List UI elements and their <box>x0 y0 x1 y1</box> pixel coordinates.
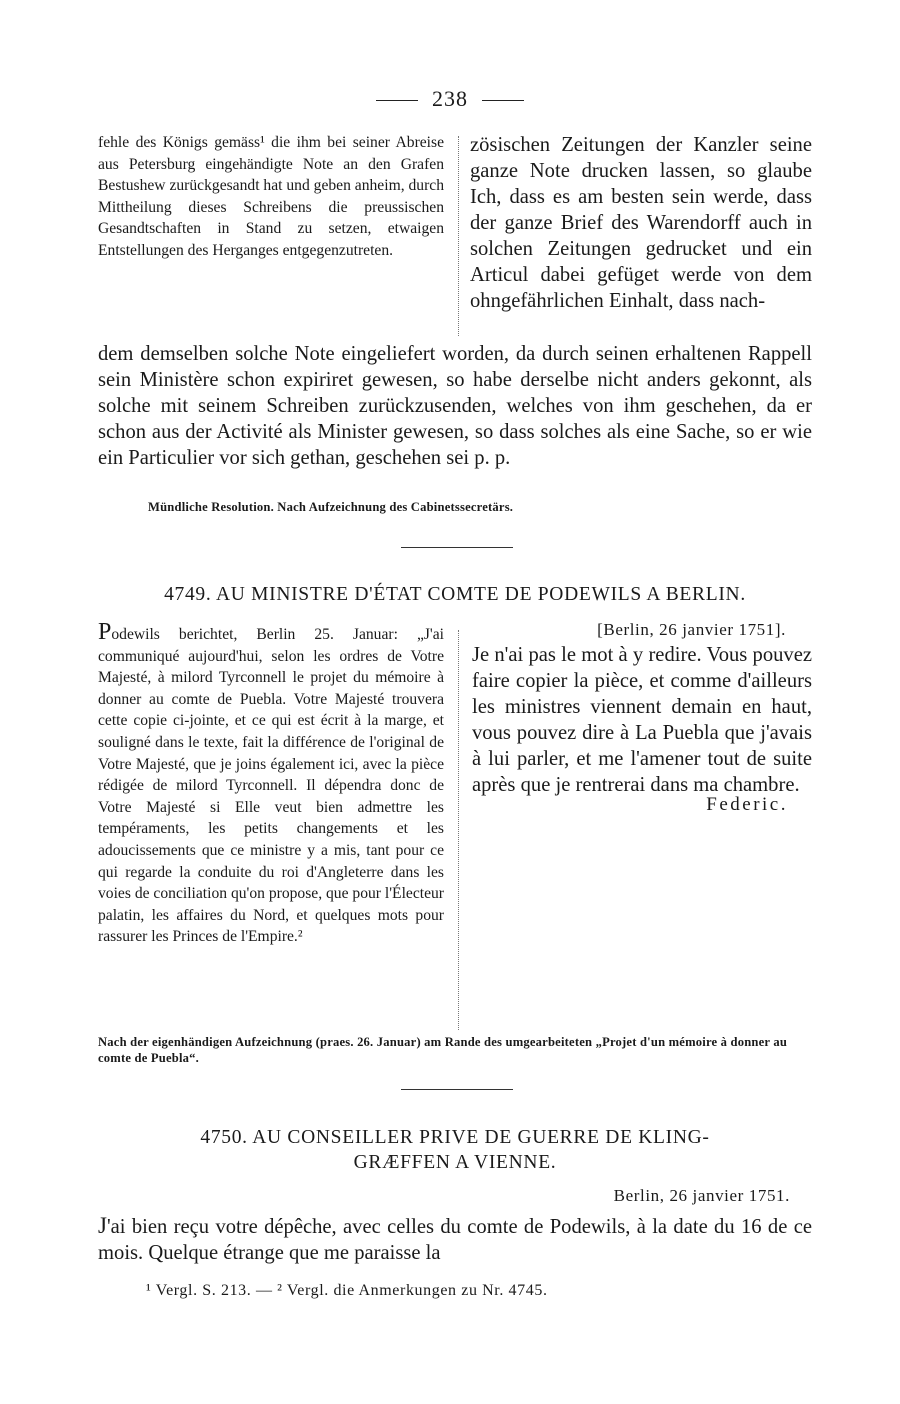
dropcap: J <box>98 1213 107 1238</box>
letter-date: [Berlin, 26 janvier 1751]. <box>597 620 786 639</box>
column-divider <box>458 136 459 336</box>
letter-body: Je n'ai pas le mot à y redire. Vous pouvez faire copier la pièce, et comme d'ailleurs les ministres viennent demain en haut, vous pouvez dire à La Puebla que j'avais à lui parler, et me l'amener tout de suite après que je rentrerai dans ma chambre. <box>472 644 812 796</box>
letter-body-4750 <box>98 1213 812 1266</box>
letter-text: 'ai bien reçu votre dépêche, avec celles du comte de Podewils, à la date du 16 de ce mois. Quelque étrange que me paraisse la <box>98 1216 812 1264</box>
letter-date: Berlin, 26 janvier 1751. <box>613 1186 790 1205</box>
page-number <box>0 86 900 112</box>
resolution-caption: Mündliche Resolution. Nach Aufzeichnung des Cabinetssecretärs. <box>148 500 514 514</box>
section-separator <box>401 547 513 548</box>
column-divider <box>458 630 459 1030</box>
dropcap: P <box>98 619 112 645</box>
page-number-rule-right <box>482 100 524 101</box>
top-right-text: zösischen Zeitungen der Kanzler seine ganze Note drucken lassen, so glaube Ich, dass es am besten sein werde, dass der ganze Brief des Warendorff auch in solchen Zeitungen gedrucket und ein Articul dabei gefüget werde von dem ohngefährlichen Einhalt, dass nach- <box>470 134 812 312</box>
footnotes: ¹ Vergl. S. 213. — ² Vergl. die Anmerkungen zu Nr. 4745. <box>146 1282 548 1299</box>
section-separator <box>401 1089 513 1090</box>
signature: Federic. <box>706 794 788 815</box>
heading-line-1: 4750. AU CONSEILLER PRIVE DE GUERRE DE KLING- <box>200 1127 710 1148</box>
letter-reply-4749 <box>470 620 812 816</box>
page-number-text: 238 <box>432 86 468 111</box>
top-marginal-note: fehle des Königs gemäss¹ die ihm bei seiner Abreise aus Petersburg eingehändigte Note an den Grafen Bestushew zurückgesandt hat und geben anheim, durch Mittheilung dieses Schreibens die preussischen Gesandtschaften in Stand zu setzen, etwaigen Entstellungen des Herganges entgegenzutreten. <box>98 134 444 259</box>
report-text: odewils berichtet, Berlin 25. Januar: „J'ai communiqué aujourd'hui, selon les ordres de Votre Majesté, à milord Tyrconnell le projet du mémoire à donner au comte de Puebla. Votre Majesté trouvera cette copie ci-jointe, et ce qui est écrit à la marge, et souligné dans le texte, fait la différence de l'original de Votre Majesté, que je joins également ici, avec la pièce rédigée de milord Tyrconnell. Il dépendra donc de Votre Majesté si Elle veut bien admettre les tempéraments, les petits changements et les adoucissements que ce ministre y a mis, tant pour ce qui regarde la conduite du roi d'Angleterre dans les voies de conciliation qu'on propose, que pour l'Électeur palatin, les affaires du Nord, et quelques mots pour rassurer les Princes de l'Empire.² <box>98 626 444 946</box>
letter-heading-4750 <box>98 1125 812 1175</box>
heading-line-2: GRÆFFEN A VIENNE. <box>353 1152 557 1173</box>
top-full-width-text: dem demselben solche Note eingeliefert worden, da durch seinen erhaltenen Rappell sein Ministère schon expiriret gewesen, so habe derselbe nicht anders gekonnt, als solche mit seinem Schreiben zurückzusenden, welches von ihm geschehen, da er schon aus der Activité als Minister gewesen, so dass solches als eine Sache, so er wie ein Particulier vor sich gethan, geschehen sei p. p. <box>98 343 812 469</box>
letter-heading-4749: 4749. AU MINISTRE D'ÉTAT COMTE DE PODEWILS A BERLIN. <box>164 584 746 605</box>
page-number-rule-left <box>376 100 418 101</box>
source-caption-4749: Nach der eigenhändigen Aufzeichnung (praes. 26. Januar) am Rande des umgearbeiteten „Projet d'un mémoire à donner au comte de Puebla“. <box>98 1035 788 1065</box>
podewils-report-note <box>98 619 444 948</box>
